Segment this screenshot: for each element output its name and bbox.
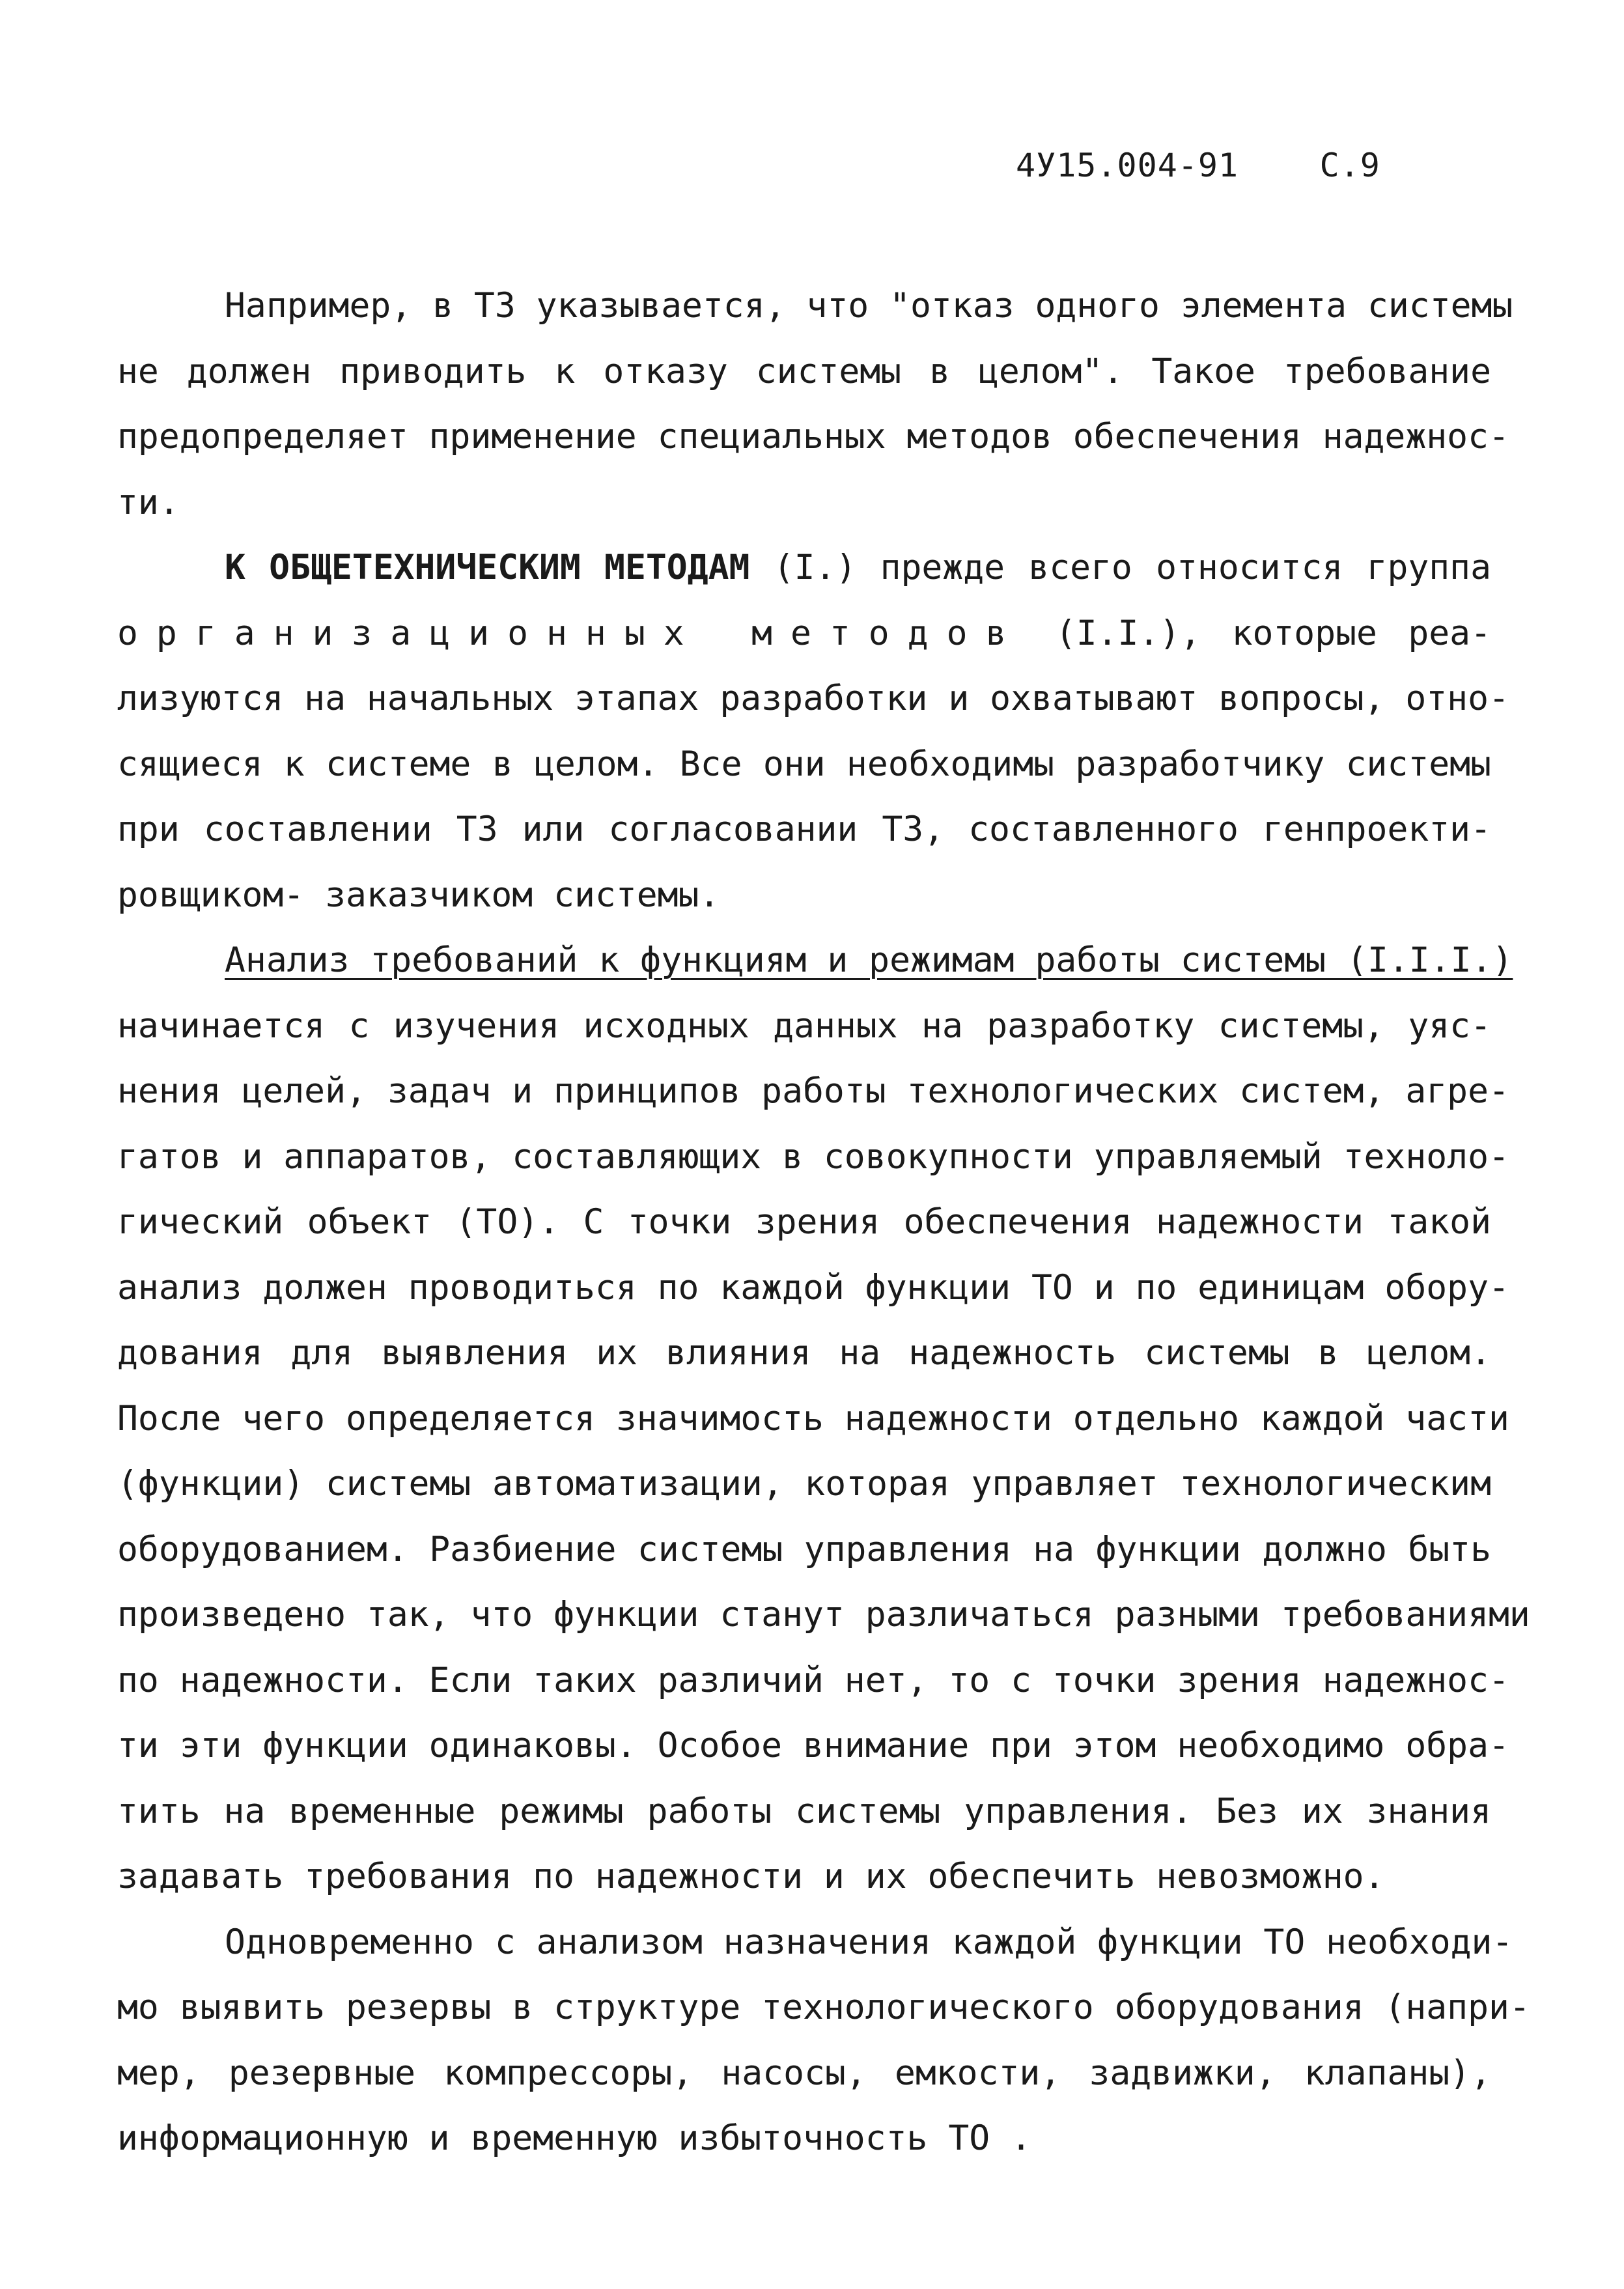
paragraph-4-line-1: Одновременно с анализом назначения каждой функции ТО необходи-	[225, 1922, 1513, 1962]
paragraph-3-line-13: ти эти функции одинаковы. Особое внимание при этом необходимо обра-	[117, 1726, 1509, 1765]
paragraph-1-line-3: предопределяет применение специальных методов обеспечения надежнос-	[117, 417, 1509, 456]
paragraph-3-line-5: гический объект (ТО). С точки зрения обеспечения надежности такой	[117, 1202, 1491, 1242]
paragraph-3-line-6: анализ должен проводиться по каждой функции ТО и по единицам обору-	[117, 1267, 1509, 1308]
paragraph-3-line-4: гатов и аппаратов, составляющих в совокупности управляемый техноло-	[117, 1136, 1509, 1177]
paragraph-1-line-2: не должен приводить к отказу системы в целом". Такое требование	[117, 351, 1491, 391]
paragraph-2-line-2-rest: (I.I.), которые реа-	[1055, 613, 1491, 653]
paragraph-3-line-7: дования для выявления их влияния на надежность системы в целом.	[117, 1333, 1491, 1373]
term-organizational-methods: организационных методов	[117, 613, 1025, 653]
paragraph-2-line-4: сящиеся к системе в целом. Все они необходимы разработчику системы	[117, 744, 1491, 784]
paragraph-2-line-5: при составлении ТЗ или согласовании ТЗ, составленного генпроекти-	[117, 809, 1491, 849]
paragraph-3-line-3: нения целей, задач и принципов работы технологических систем, агре-	[117, 1071, 1509, 1111]
paragraph-3-line-10: оборудованием. Разбиение системы управления на функции должно быть	[117, 1529, 1491, 1569]
document-body	[117, 274, 1530, 2172]
section-heading-general-methods: К ОБЩЕТЕХНИЧЕСКИМ МЕТОДАМ	[225, 548, 750, 587]
paragraph-2-line-1-rest: (I.) прежде всего относится группа	[773, 548, 1491, 587]
paragraph-3-line-11: произведено так, что функции станут различаться разными требованиями	[117, 1595, 1530, 1635]
paragraph-1-line-1: Например, в ТЗ указывается, что "отказ одного элемента системы	[225, 286, 1513, 326]
subsection-heading-requirements-analysis: Анализ требований к функциям и режимам работы системы (I.I.I.)	[225, 940, 1513, 980]
paragraph-1-line-4: ти.	[117, 482, 180, 522]
paragraph-4-line-4: информационную и временную избыточность ТО .	[117, 2118, 1031, 2158]
document-code: 4У15.004-91	[1016, 147, 1239, 184]
paragraph-3-line-15: задавать требования по надежности и их обеспечить невозможно.	[117, 1857, 1385, 1896]
header-gap	[1259, 147, 1299, 184]
paragraph-4-line-3: мер, резервные компрессоры, насосы, емкости, задвижки, клапаны),	[117, 2053, 1491, 2093]
paragraph-2-line-1	[117, 535, 1491, 601]
paragraph-4-line-2: мо выявить резервы в структуре технологического оборудования (напри-	[117, 1987, 1530, 2027]
page-header	[1016, 147, 1380, 184]
paragraph-3-line-8: После чего определяется значимость надежности отдельно каждой части	[117, 1398, 1509, 1439]
paragraph-3-line-9: (функции) системы автоматизации, которая управляет технологическим	[117, 1464, 1491, 1504]
paragraph-3-line-1	[117, 928, 1513, 994]
paragraph-3-line-14: тить на временные режимы работы системы управления. Без их знания	[117, 1791, 1491, 1831]
paragraph-2-line-6: ровщиком- заказчиком системы.	[117, 875, 720, 915]
paragraph-3-line-2: начинается с изучения исходных данных на разработку системы, уяс-	[117, 1005, 1491, 1046]
paragraph-2-line-3: лизуются на начальных этапах разработки и охватывают вопросы, отно-	[117, 679, 1509, 718]
page-number: С.9	[1319, 147, 1380, 184]
paragraph-2-line-2	[117, 601, 1491, 667]
paragraph-3-line-12: по надежности. Если таких различий нет, то с точки зрения надежнос-	[117, 1660, 1509, 1700]
